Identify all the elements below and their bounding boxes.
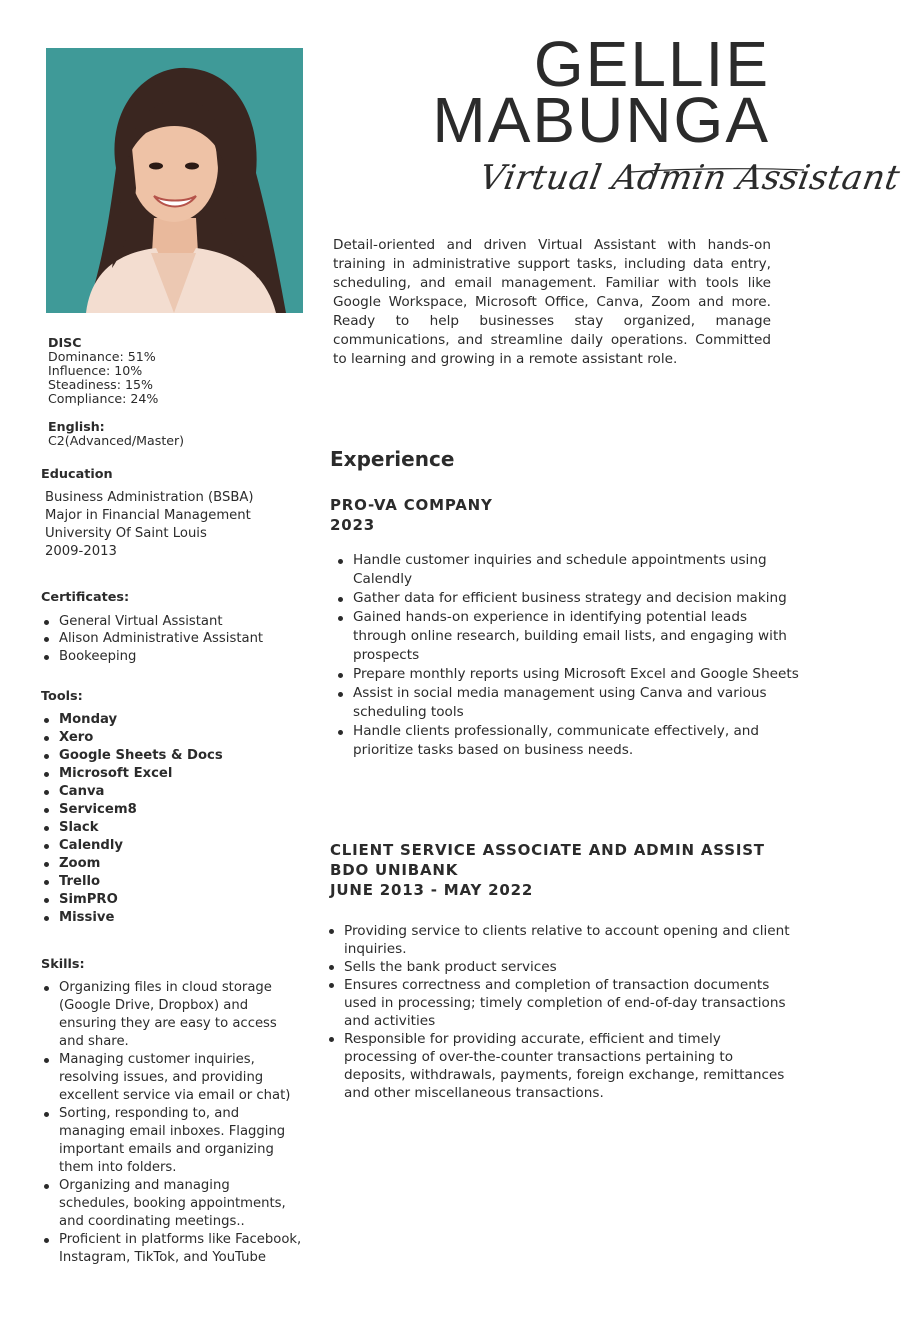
list-item: Managing customer inquiries, resolving issues, and providing excellent service via email or chat) <box>41 1051 303 1105</box>
job-company: BDO UNIBANK <box>330 861 459 879</box>
profile-summary: Detail-oriented and driven Virtual Assistant with hands-on training in administrative support tasks, including data entry, scheduling, and email management. Familiar with tools like Google Workspace, Microsoft Office, Canva, Zoom and more. Ready to help businesses stay organized, manage communications, and streamline daily operations. Committed to learning and growing in a remote assistant role. <box>333 237 771 367</box>
list-item: Slack <box>41 819 301 837</box>
disc-compliance: Compliance: 24% <box>48 391 159 406</box>
last-name: MABUNGA <box>432 84 770 156</box>
list-item: Gained hands-on experience in identifying potential leads through online research, building email lists, and engaging with prospects <box>335 608 800 665</box>
role-text: Virtual Admin Assistant <box>476 158 903 198</box>
list-item: Organizing files in cloud storage (Google Drive, Dropbox) and ensuring they are easy to access and share. <box>41 979 303 1051</box>
education-details <box>45 489 254 561</box>
tools-heading: Tools: <box>41 689 83 704</box>
list-item: Alison Administrative Assistant <box>41 630 301 647</box>
list-item: Gather data for efficient business strategy and decision making <box>335 589 800 608</box>
english-title: English: <box>48 419 105 434</box>
profile-photo <box>46 48 303 313</box>
list-item: Canva <box>41 783 301 801</box>
list-item: Missive <box>41 909 301 927</box>
disc-section <box>48 336 288 406</box>
list-item: Prepare monthly reports using Microsoft Excel and Google Sheets <box>335 665 800 684</box>
list-item: Zoom <box>41 855 301 873</box>
education-major: Major in Financial Management <box>45 508 251 523</box>
skills-list <box>41 979 303 1267</box>
list-item: Handle customer inquiries and schedule appointments using Calendly <box>335 551 800 589</box>
portrait-illustration <box>46 48 303 313</box>
disc-steadiness: Steadiness: 15% <box>48 377 153 392</box>
job-company: PRO-VA COMPANY <box>330 496 493 514</box>
list-item: Ensures correctness and completion of transaction documents used in processing; timely completion of end-of-day transactions and activities <box>326 976 796 1030</box>
job-date: JUNE 2013 - MAY 2022 <box>330 881 534 899</box>
education-years: 2009-2013 <box>45 544 117 559</box>
role-title <box>470 152 903 212</box>
skills-heading: Skills: <box>41 957 85 972</box>
list-item: Microsoft Excel <box>41 765 301 783</box>
list-item: SimPRO <box>41 891 301 909</box>
list-item: Organizing and managing schedules, booking appointments, and coordinating meetings.. <box>41 1177 303 1231</box>
job-duties-list <box>335 551 800 760</box>
list-item: Proficient in platforms like Facebook, Instagram, TikTok, and YouTube <box>41 1231 303 1267</box>
list-item: Servicem8 <box>41 801 301 819</box>
disc-title: DISC <box>48 335 82 350</box>
candidate-name <box>432 28 770 156</box>
list-item: General Virtual Assistant <box>41 613 301 630</box>
education-heading: Education <box>41 467 113 482</box>
certificates-heading: Certificates: <box>41 590 130 605</box>
list-item: Monday <box>41 711 301 729</box>
tools-list <box>41 711 301 927</box>
list-item: Sorting, responding to, and managing email inboxes. Flagging important emails and organizing them into folders. <box>41 1105 303 1177</box>
english-level: C2(Advanced/Master) <box>48 433 185 448</box>
job-duties-list <box>326 922 796 1102</box>
job-date: 2023 <box>330 516 375 534</box>
job-header <box>330 495 800 535</box>
list-item: Trello <box>41 873 301 891</box>
experience-heading: Experience <box>330 447 455 471</box>
disc-dominance: Dominance: 51% <box>48 349 156 364</box>
job-header <box>330 840 800 900</box>
list-item: Responsible for providing accurate, efficient and timely processing of over-the-counter transactions pertaining to deposits, withdrawals, payments, foreign exchange, remittances and other miscellaneous transactions. <box>326 1030 796 1102</box>
list-item: Sells the bank product services <box>326 958 796 976</box>
list-item: Google Sheets & Docs <box>41 747 301 765</box>
list-item: Handle clients professionally, communicate effectively, and prioritize tasks based on business needs. <box>335 722 800 760</box>
first-name: GELLIE <box>533 28 770 100</box>
english-section <box>48 420 288 448</box>
disc-influence: Influence: 10% <box>48 363 143 378</box>
list-item: Providing service to clients relative to account opening and client inquiries. <box>326 922 796 958</box>
list-item: Calendly <box>41 837 301 855</box>
list-item: Assist in social media management using Canva and various scheduling tools <box>335 684 800 722</box>
job-position: CLIENT SERVICE ASSOCIATE AND ADMIN ASSIST <box>330 841 765 859</box>
list-item: Xero <box>41 729 301 747</box>
education-degree: Business Administration (BSBA) <box>45 490 254 505</box>
list-item: Bookeeping <box>41 648 301 665</box>
education-school: University Of Saint Louis <box>45 526 207 541</box>
certificates-list <box>41 613 301 665</box>
